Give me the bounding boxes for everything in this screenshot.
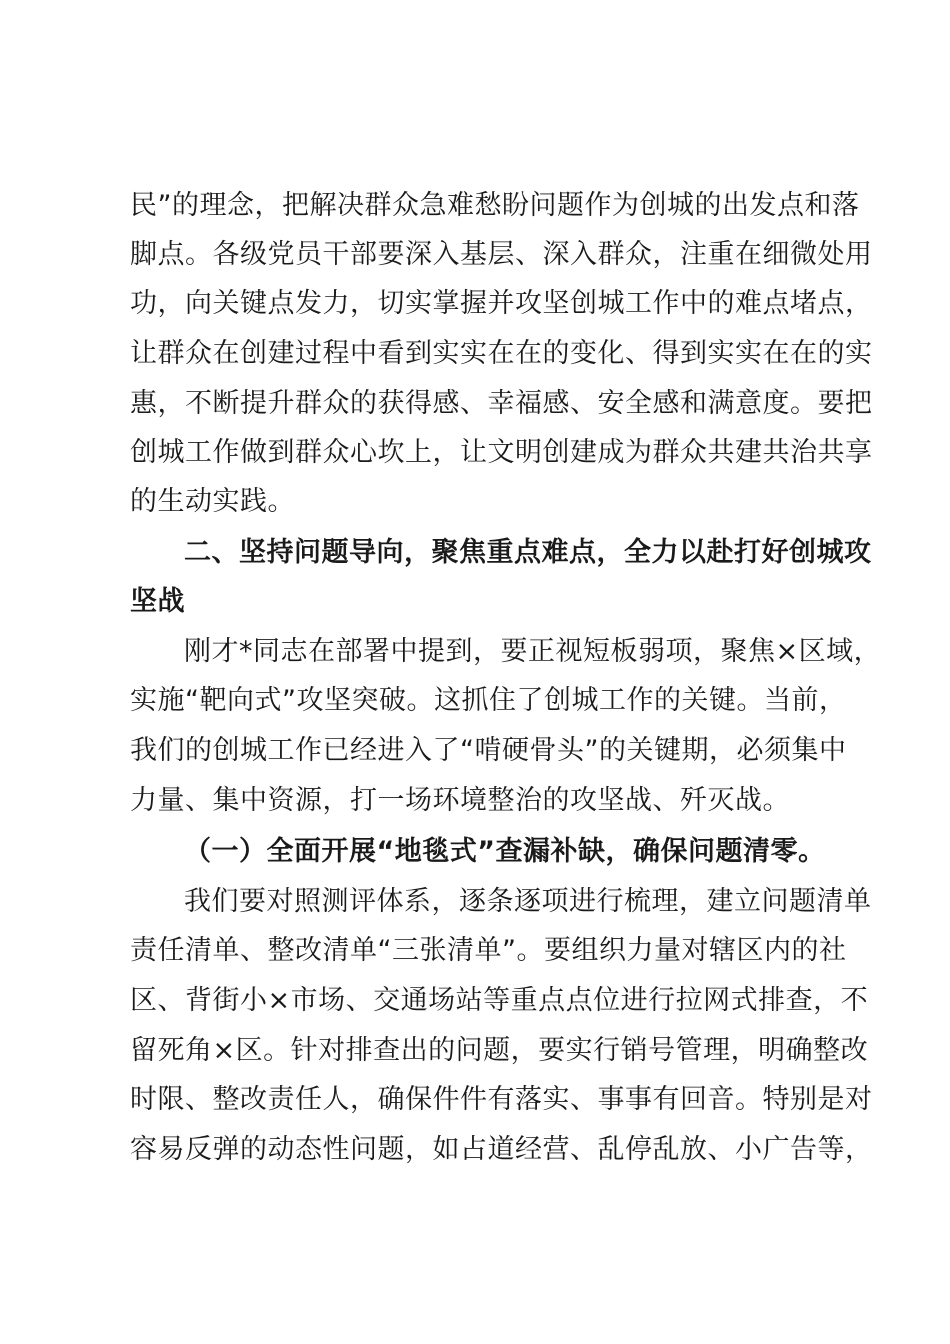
body-text-line: 区、背街小×市场、交通场站等重点点位进行拉网式排查，不: [130, 985, 869, 1016]
body-text-line: 刚才*同志在部署中提到，要正视短板弱项，聚焦×区域，: [184, 636, 882, 667]
body-text-line: 实施“靶向式”攻坚突破。这抓住了创城工作的关键。当前，: [130, 685, 847, 716]
subsection-heading: （一）全面开展“地毯式”查漏补缺，确保问题清零。: [184, 836, 826, 867]
section-heading-continued: 坚战: [130, 586, 185, 617]
body-text-line: 惠，不断提升群众的获得感、幸福感、安全感和满意度。要把: [130, 388, 873, 419]
body-text-line: 脚点。各级党员干部要深入基层、深入群众，注重在细微处用: [130, 239, 873, 270]
body-text-line: 民”的理念，把解决群众急难愁盼问题作为创城的出发点和落: [130, 190, 860, 221]
section-heading: 二、坚持问题导向，聚焦重点难点，全力以赴打好创城攻: [184, 537, 872, 568]
body-text-line: 的生动实践。: [130, 486, 295, 517]
body-text-line: 力量、集中资源，打一场环境整治的攻坚战、歼灭战。: [130, 785, 790, 816]
body-text-line: 功，向关键点发力，切实掌握并攻坚创城工作中的难点堵点，: [130, 288, 873, 319]
body-text-line: 容易反弹的动态性问题，如占道经营、乱停乱放、小广告等，: [130, 1134, 873, 1165]
body-text-line: 我们要对照测评体系，逐条逐项进行梳理，建立问题清单: [184, 886, 872, 917]
body-text-line: 创城工作做到群众心坎上，让文明创建成为群众共建共治共享: [130, 437, 873, 468]
body-text-line: 责任清单、整改清单“三张清单”。要组织力量对辖区内的社: [130, 935, 847, 966]
body-text-line: 留死角×区。针对排查出的问题，要实行销号管理，明确整改: [130, 1035, 869, 1066]
body-text-line: 让群众在创建过程中看到实实在在的变化、得到实实在在的实: [130, 338, 873, 369]
body-text-line: 我们的创城工作已经进入了“啃硬骨头”的关键期，必须集中: [130, 735, 847, 766]
body-text-line: 时限、整改责任人，确保件件有落实、事事有回音。特别是对: [130, 1084, 873, 1115]
